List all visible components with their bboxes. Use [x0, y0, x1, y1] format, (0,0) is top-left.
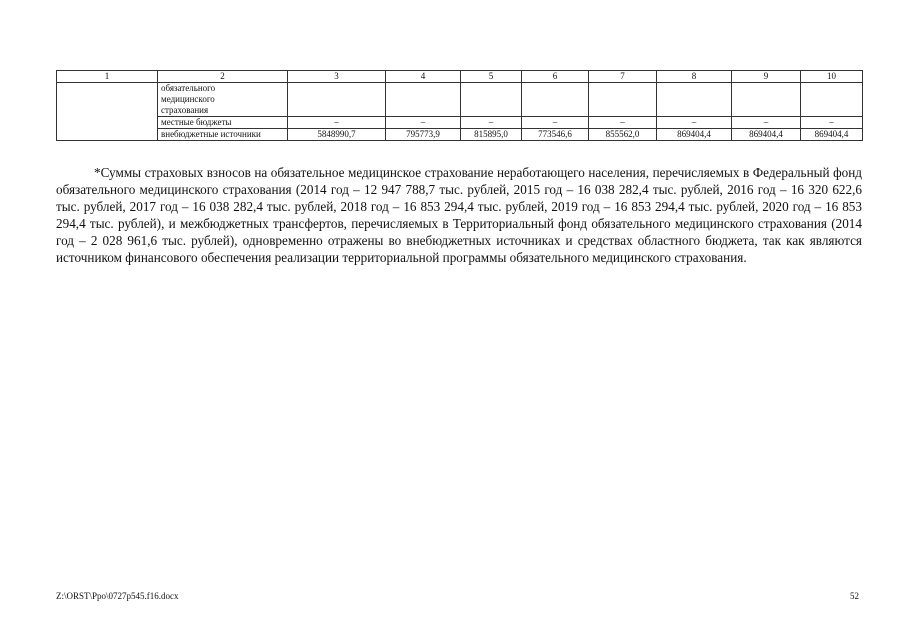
table-row [57, 117, 863, 129]
column-number: 1 [57, 71, 158, 83]
table-cell [461, 83, 522, 117]
table-cell: – [801, 117, 863, 129]
column-number: 3 [288, 71, 386, 83]
table-row [57, 83, 863, 117]
row-label: обязательного медицинского страхования [158, 83, 288, 117]
row-label: внебюджетные источники [158, 129, 288, 141]
table-cell: 795773,9 [386, 129, 461, 141]
table-cell: 773546,6 [522, 129, 589, 141]
table-cell: 869404,4 [732, 129, 801, 141]
table-cell: – [461, 117, 522, 129]
table-header-row [57, 71, 863, 83]
table-cell [522, 83, 589, 117]
table-cell: – [589, 117, 657, 129]
table-cell: 815895,0 [461, 129, 522, 141]
table-cell: 869404,4 [801, 129, 863, 141]
table-cell [732, 83, 801, 117]
table-cell: – [657, 117, 732, 129]
file-path: Z:\ORST\Ppo\0727p545.f16.docx [56, 591, 179, 601]
empty-cell [57, 83, 158, 141]
table-cell [288, 83, 386, 117]
table-cell: – [732, 117, 801, 129]
table-cell: – [522, 117, 589, 129]
column-number: 6 [522, 71, 589, 83]
column-number: 7 [589, 71, 657, 83]
column-number: 2 [158, 71, 288, 83]
column-number: 8 [657, 71, 732, 83]
table-cell: 855562,0 [589, 129, 657, 141]
page-number: 52 [850, 591, 859, 601]
column-number: 5 [461, 71, 522, 83]
table-cell [589, 83, 657, 117]
table-cell [657, 83, 732, 117]
table-cell [386, 83, 461, 117]
column-number: 10 [801, 71, 863, 83]
footnote-paragraph: *Суммы страховых взносов на обязательное медицинское страхование неработающего населения, перечисляемых в Федеральный фонд обязательного медицинского страхования (2014 год – 12 947 788,7 тыс. рублей, 2015 год – 16 038 282,4 тыс. рублей, 2016 год – 16 320 622,6 тыс. рублей, 2017 год – 16 038 282,4 тыс. рублей, 2018 год – 16 853 294,4 тыс. рублей, 2019 год – 16 853 294,4 тыс. рублей, 2020 год – 16 853 294,4 тыс. рублей), и межбюджетных трансфертов, перечисляемых в Территориальный фонд обязательного медицинского страхования (2014 год – 2 028 961,6 тыс. рублей), одновременно отражены во внебюджетных источниках и средствах областного бюджета, так как являются источником финансового обеспечения реализации территориальной программы обязательного медицинского страхования. [56, 165, 862, 265]
table-cell [801, 83, 863, 117]
table-cell: 869404,4 [657, 129, 732, 141]
table-cell: 5848990,7 [288, 129, 386, 141]
funding-table [56, 70, 863, 141]
table-cell: – [386, 117, 461, 129]
column-number: 9 [732, 71, 801, 83]
table-row [57, 129, 863, 141]
row-label: местные бюджеты [158, 117, 288, 129]
column-number: 4 [386, 71, 461, 83]
table-cell: – [288, 117, 386, 129]
